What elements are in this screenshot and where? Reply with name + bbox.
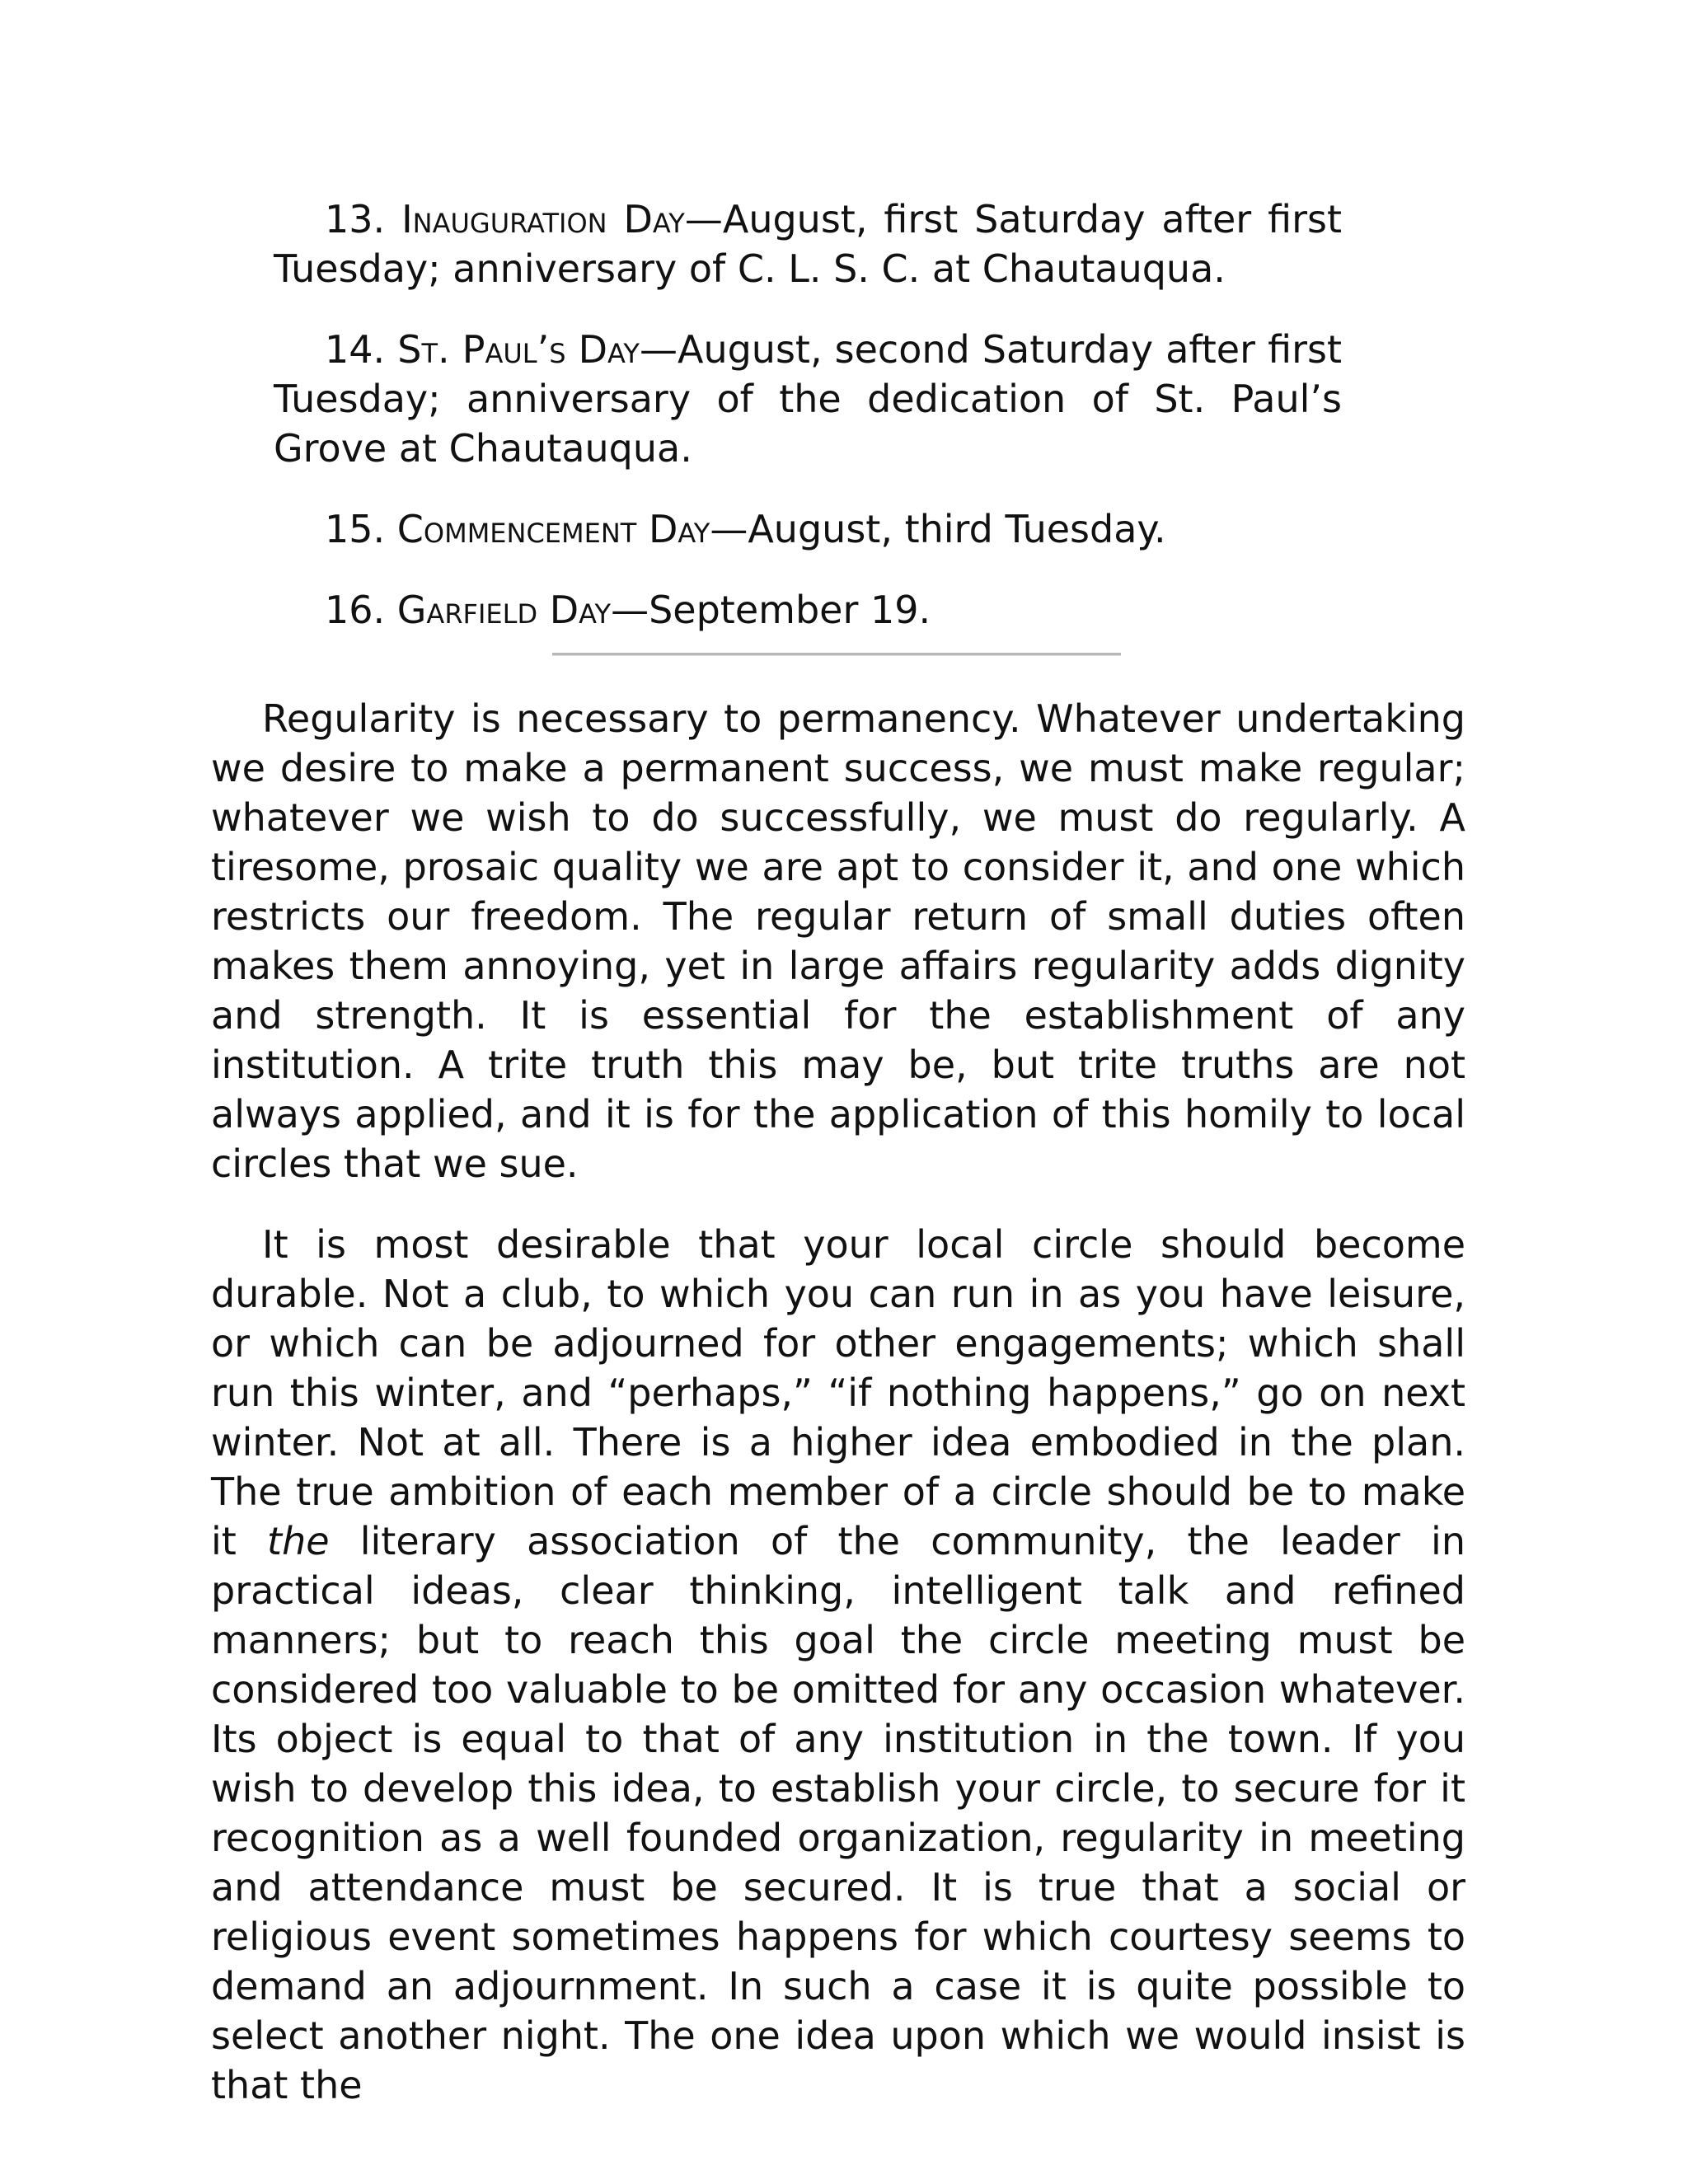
emphasis-text: the <box>267 1519 330 1563</box>
entry-name: Inauguration Day <box>401 197 685 241</box>
paragraph-regularity: Regularity is necessary to permanency. Whatever undertaking we desire to make a permanent success, we must make regular; whatever we wish to do successfully, we must do regularly. A tiresome, prosaic quality we are apt to consider it, and one which restricts our freedom. The regular return of small duties often makes them annoying, yet in large affairs regularity adds dignity and strength. It is essential for the establishment of any institution. A trite truth this may be, but trite truths are not always applied, and it is for the application of this homily to local circles that we sue. <box>211 696 1465 1186</box>
entry-number: 15. <box>325 507 386 551</box>
list-item <box>274 325 1342 473</box>
entry-text: —August, third Tuesday. <box>710 507 1166 551</box>
list-item <box>274 504 1342 554</box>
paragraph-local-circle <box>211 1220 1465 2110</box>
section-divider <box>552 653 1121 656</box>
paragraph-text: literary association of the community, the leader in practical ideas, clear thinking, intelligent talk and refined manners; but to reach this goal the circle meeting must be considered too valuable to be omitted for any occasion whatever. Its object is equal to that of any institution in the town. If you wish to develop this idea, to establish your circle, to secure for it recognition as a well founded organization, regularity in meeting and attendance must be secured. It is true that a social or religious event sometimes happens for which courtesy seems to demand an adjournment. In such a case it is quite possible to select another night. The one idea upon which we would insist is that the <box>211 1519 1465 2107</box>
entry-name: Garfield Day <box>396 588 612 632</box>
list-item <box>274 585 1342 635</box>
entry-name: St. Paul’s Day <box>397 327 640 372</box>
entry-number: 16. <box>325 588 386 632</box>
article-body <box>211 694 1465 2141</box>
entry-number: 14. <box>325 327 386 372</box>
entry-number: 13. <box>325 197 386 241</box>
entry-text: —August, first Saturday after first Tuesday; anniversary of C. L. S. C. at Chautauqua. <box>274 197 1343 291</box>
entry-name: Commencement Day <box>396 507 710 551</box>
entry-text: —September 19. <box>611 588 931 632</box>
paragraph-text: It is most desirable that your local circle should become durable. Not a club, to which you can run in as you have leisure, or which can be adjourned for other engagements; which shall run this winter, and “perhaps,” “if nothing happens,” go on next winter. Not at all. There is a higher idea embodied in the plan. The true ambition of each member of a circle should be to make it <box>211 1222 1465 1563</box>
list-item <box>274 194 1342 293</box>
entry-text: —August, second Saturday after first Tuesday; anniversary of the dedication of St. Paul’s Grove at Chautauqua. <box>274 327 1342 471</box>
memorial-days-list <box>274 194 1342 666</box>
